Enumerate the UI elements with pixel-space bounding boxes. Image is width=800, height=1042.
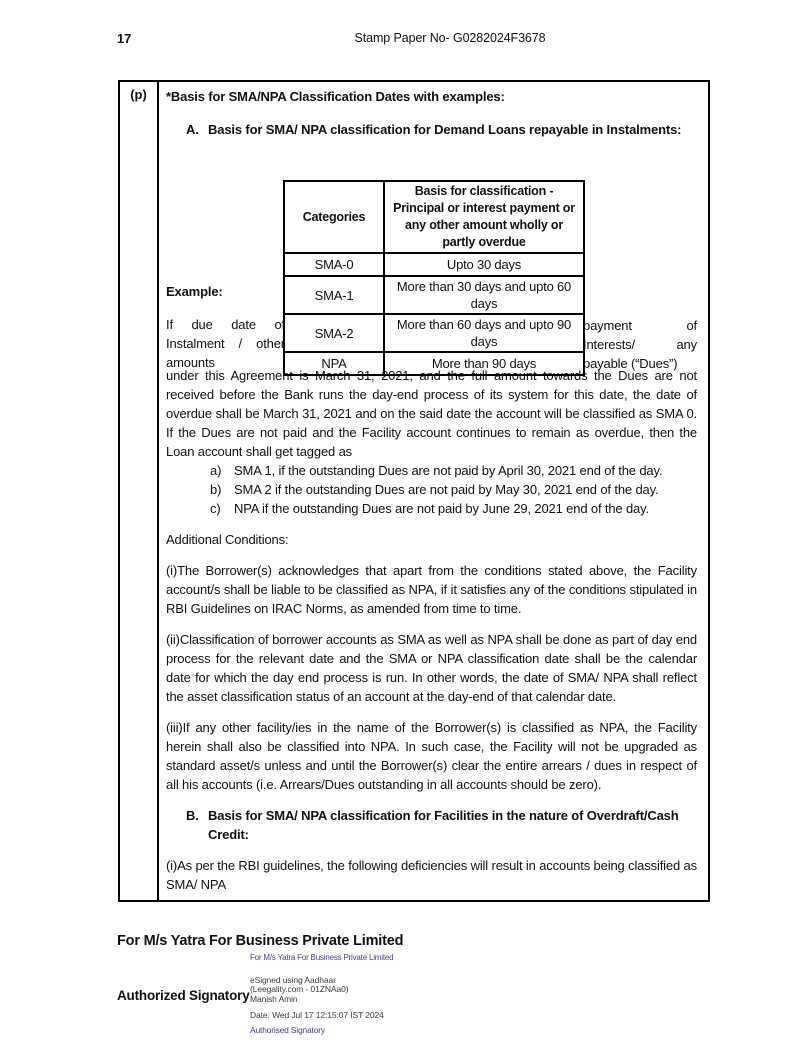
table-row <box>284 352 584 375</box>
tag-list-item <box>166 461 697 480</box>
clause-label: (p) <box>120 82 159 900</box>
esign-signer-name: Manish Amin <box>250 993 298 1004</box>
table-row <box>284 276 584 314</box>
clause-title: *Basis for SMA/NPA Classification Dates with examples: <box>166 89 505 104</box>
footer-authorized-signatory-label: Authorized Signatory <box>117 988 250 1003</box>
table-row <box>284 253 584 276</box>
category-cell: SMA-1 <box>284 276 384 314</box>
tag-item-label: b) <box>210 482 222 497</box>
example-wrap-region <box>166 180 697 371</box>
section-a-heading <box>186 120 697 139</box>
category-cell: NPA <box>284 352 384 375</box>
category-cell: SMA-2 <box>284 314 384 352</box>
page-number: 17 <box>117 31 132 46</box>
section-b-text: Basis for SMA/ NPA classification for Facilities in the nature of Overdraft/Cash Credit: <box>208 808 679 842</box>
tag-item-text: SMA 2 if the outstanding Dues are not paid by May 30, 2021 end of the day. <box>234 482 659 497</box>
tag-item-label: c) <box>210 501 221 516</box>
esign-provider-line: (Leegality.com - 01ZNAa0) <box>250 984 349 994</box>
tag-list-item <box>166 480 697 499</box>
esign-date-line: Date: Wed Jul 17 12:15:07 IST 2024 <box>250 1010 384 1020</box>
clause-box <box>118 80 710 902</box>
example-continuation-paragraph: under this Agreement is March 31, 2021, and the full amount towards the Dues are not received before the Bank runs the day-end process of its system for this date, the date of overdue shall be March 31, 2021 and on the said date the account will be classified as SMA 0. If the Dues are not paid and the Facility account continues to remain as overdue, then the Loan account shall get tagged as <box>166 368 697 459</box>
esign-company-line: For M/s Yatra For Business Private Limited <box>250 953 394 962</box>
esign-stamp <box>250 953 393 1035</box>
sma-npa-table <box>283 180 585 376</box>
section-b-item: (i)As per the RBI guidelines, the following deficiencies will result in accounts being classified as SMA/ NPA <box>166 858 697 892</box>
section-a-text: Basis for SMA/ NPA classification for Demand Loans repayable in Instalments: <box>208 122 682 137</box>
basis-cell: More than 30 days and upto 60 days <box>384 276 584 314</box>
tag-item-text: SMA 1, if the outstanding Dues are not paid by April 30, 2021 end of the day. <box>234 463 663 478</box>
table-header-categories: Categories <box>284 181 384 253</box>
section-b-label: B. <box>186 808 199 823</box>
basis-cell: More than 90 days <box>384 352 584 375</box>
footer-company-line: For M/s Yatra For Business Private Limited <box>117 933 404 949</box>
additional-condition-item: (ii)Classification of borrower accounts as SMA as well as NPA shall be done as part of day end process for the relevant date and the SMA or NPA classification date shall be the calendar date for which the day end process is run. In other words, the date of SMA/ NPA shall reflect the asset classification status of an account at the day-end of that calendar date. <box>166 632 697 704</box>
clause-content <box>159 82 708 900</box>
table-row <box>284 314 584 352</box>
example-label: Example: <box>166 284 223 299</box>
tag-item-label: a) <box>210 463 222 478</box>
example-left-column <box>166 282 285 372</box>
tag-list-item <box>166 499 697 518</box>
esign-method-line: eSigned using Aadhaar <box>250 974 336 985</box>
additional-condition-item: (iii)If any other facility/ies in the name of the Borrower(s) is classified as NPA, the Facility herein shall also be classified into NPA. In such case, the Facility will not be upgraded as standard asset/s unless and until the Borrower(s) clear the entire arrears / dues in respect of all his accounts (i.e. Arrears/Dues outstanding in all accounts should be zero). <box>166 720 697 792</box>
example-right-column: payment of Interests/ any payable (“Dues”) <box>583 318 697 371</box>
example-left-text: If due date of Instalment / other amounts <box>166 317 285 370</box>
additional-condition-item: (i)The Borrower(s) acknowledges that apart from the conditions stated above, the Facility account/s shall be liable to be classified as NPA, if it satisfies any of the conditions stipulated in RBI Guidelines on IRAC Norms, as amended from time to time. <box>166 563 697 616</box>
tag-item-text: NPA if the outstanding Dues are not paid by June 29, 2021 end of the day. <box>234 501 649 516</box>
section-b-heading <box>186 806 697 844</box>
basis-cell: Upto 30 days <box>384 253 584 276</box>
category-cell: SMA-0 <box>284 253 384 276</box>
table-header-basis: Basis for classification - Principal or interest payment or any other amount wholly or partly overdue <box>384 181 584 253</box>
stamp-paper-number: Stamp Paper No- G0282024F3678 <box>354 31 546 45</box>
additional-conditions-heading: Additional Conditions: <box>166 532 289 547</box>
table-header-row <box>284 181 584 253</box>
esign-signatory-line: Authorised Signatory <box>250 1024 325 1035</box>
section-a-label: A. <box>186 122 199 137</box>
basis-cell: More than 60 days and upto 90 days <box>384 314 584 352</box>
